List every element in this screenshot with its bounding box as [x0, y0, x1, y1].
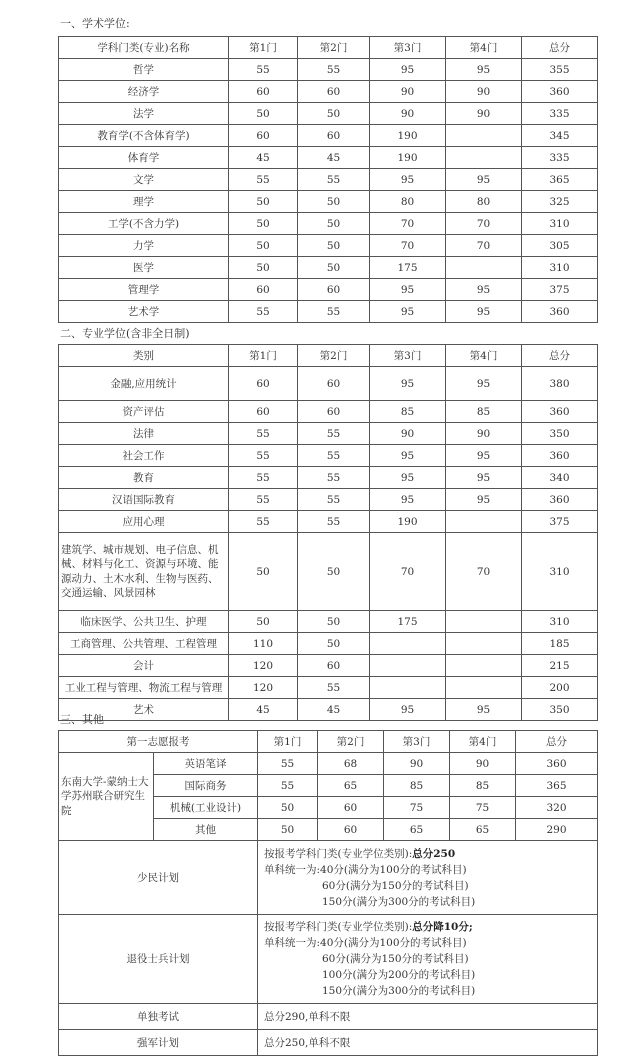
institute-name: 东南大学-蒙纳士大学苏州联合研究生院	[59, 753, 154, 841]
professional-score-cell: 55	[229, 511, 298, 533]
academic-score-cell: 60	[298, 125, 370, 147]
academic-header-cell: 第2门	[298, 37, 370, 59]
professional-score-cell: 55	[229, 467, 298, 489]
professional-score-cell: 200	[522, 677, 598, 699]
professional-score-cell: 60	[298, 401, 370, 423]
institute-cell: 365	[516, 775, 598, 797]
academic-category: 力学	[59, 235, 229, 257]
academic-score-cell: 70	[446, 213, 522, 235]
academic-score-cell: 60	[229, 81, 298, 103]
academic-score-cell: 95	[370, 279, 446, 301]
strong-army-label: 强军计划	[59, 1030, 258, 1056]
professional-score-cell: 70	[370, 533, 446, 611]
academic-category: 医学	[59, 257, 229, 279]
institute-cell: 68	[318, 753, 384, 775]
professional-row	[59, 367, 598, 401]
academic-row	[59, 125, 598, 147]
academic-category: 教育学(不含体育学)	[59, 125, 229, 147]
minority-rule-line: 150分(满分为300分的考试科目)	[322, 895, 476, 908]
academic-row	[59, 279, 598, 301]
academic-score-cell: 60	[298, 279, 370, 301]
academic-score-cell: 360	[522, 301, 598, 323]
professional-score-cell: 175	[370, 611, 446, 633]
professional-score-cell: 215	[522, 655, 598, 677]
academic-row	[59, 257, 598, 279]
academic-header-cell: 第3门	[370, 37, 446, 59]
professional-row	[59, 655, 598, 677]
professional-score-cell	[446, 677, 522, 699]
strong-army-rule: 总分250,单科不限	[258, 1030, 598, 1056]
professional-score-cell	[446, 633, 522, 655]
professional-category: 工业工程与管理、物流工程与管理	[59, 677, 229, 699]
academic-row	[59, 213, 598, 235]
veteran-plan-row	[59, 915, 598, 1004]
institute-cell: 75	[450, 797, 516, 819]
academic-category: 文学	[59, 169, 229, 191]
academic-score-cell: 50	[298, 191, 370, 213]
professional-row	[59, 445, 598, 467]
professional-row	[59, 401, 598, 423]
professional-score-cell: 55	[298, 467, 370, 489]
professional-score-cell: 55	[298, 677, 370, 699]
minority-plan-row	[59, 841, 598, 915]
academic-score-cell: 55	[298, 301, 370, 323]
professional-score-cell: 110	[229, 633, 298, 655]
veteran-rule-line: 60分(满分为150分的考试科目)	[322, 953, 469, 965]
institute-cell: 55	[258, 775, 318, 797]
academic-row	[59, 81, 598, 103]
institute-cell: 50	[258, 797, 318, 819]
academic-score-cell: 375	[522, 279, 598, 301]
minority-rule-line: 单科统一为:40分(满分为100分的考试科目)	[264, 863, 467, 876]
minority-plan-rules	[258, 841, 598, 915]
academic-header-cell: 总分	[522, 37, 598, 59]
professional-score-cell: 190	[370, 511, 446, 533]
professional-score-cell: 70	[446, 533, 522, 611]
professional-score-cell: 95	[446, 699, 522, 721]
veteran-plan-label: 退役士兵计划	[59, 915, 258, 1004]
academic-row	[59, 235, 598, 257]
academic-row	[59, 191, 598, 213]
academic-row	[59, 301, 598, 323]
academic-section-title: 一、学术学位:	[60, 17, 130, 30]
institute-cell: 机械(工业设计)	[154, 797, 258, 819]
other-header-cell: 第3门	[384, 731, 450, 753]
veteran-rule-line: 150分(满分为300分的考试科目)	[322, 985, 476, 997]
professional-score-cell: 95	[370, 445, 446, 467]
institute-cell: 85	[384, 775, 450, 797]
academic-score-table	[58, 36, 598, 323]
academic-row	[59, 59, 598, 81]
academic-score-cell: 55	[298, 169, 370, 191]
professional-category: 工商管理、公共管理、工程管理	[59, 633, 229, 655]
professional-category: 建筑学、城市规划、电子信息、机械、材料与化工、资源与环境、能源动力、土木水利、生物与医药、交通运输、风景园林	[59, 533, 229, 611]
academic-score-cell: 95	[370, 169, 446, 191]
professional-score-cell: 55	[229, 445, 298, 467]
institute-cell: 其他	[154, 819, 258, 841]
professional-score-cell: 55	[298, 511, 370, 533]
professional-score-cell: 55	[229, 423, 298, 445]
academic-score-cell: 45	[229, 147, 298, 169]
other-header-cell: 第2门	[318, 731, 384, 753]
professional-score-cell: 95	[370, 489, 446, 511]
other-header-cell: 第一志愿报考	[59, 731, 258, 753]
single-exam-row	[59, 1004, 598, 1030]
professional-category: 艺术	[59, 699, 229, 721]
academic-score-cell: 355	[522, 59, 598, 81]
academic-header-cell: 第1门	[229, 37, 298, 59]
professional-score-cell: 375	[522, 511, 598, 533]
institute-cell: 60	[318, 797, 384, 819]
veteran-plan-rules	[258, 915, 598, 1004]
academic-score-cell: 360	[522, 81, 598, 103]
professional-score-cell: 50	[298, 611, 370, 633]
professional-score-cell: 55	[298, 445, 370, 467]
institute-cell: 65	[318, 775, 384, 797]
professional-score-cell: 55	[298, 489, 370, 511]
academic-score-cell: 95	[446, 279, 522, 301]
professional-score-cell: 185	[522, 633, 598, 655]
institute-cell: 50	[258, 819, 318, 841]
institute-cell: 60	[318, 819, 384, 841]
academic-score-cell: 95	[446, 169, 522, 191]
professional-score-cell: 85	[370, 401, 446, 423]
professional-header-cell: 第4门	[446, 345, 522, 367]
institute-cell: 85	[450, 775, 516, 797]
academic-score-cell: 95	[370, 59, 446, 81]
professional-category: 社会工作	[59, 445, 229, 467]
minority-rule-total: 总分250	[412, 847, 456, 860]
professional-category: 临床医学、公共卫生、护理	[59, 611, 229, 633]
professional-score-cell: 340	[522, 467, 598, 489]
professional-table-body	[59, 345, 598, 721]
professional-row	[59, 511, 598, 533]
professional-category: 法律	[59, 423, 229, 445]
professional-header-cell: 第2门	[298, 345, 370, 367]
academic-score-cell: 60	[229, 279, 298, 301]
professional-score-cell	[370, 655, 446, 677]
professional-score-cell: 85	[446, 401, 522, 423]
academic-score-cell: 190	[370, 125, 446, 147]
academic-score-cell: 45	[298, 147, 370, 169]
minority-rule-prefix: 按报考学科门类(专业学位类别):	[264, 847, 413, 860]
professional-score-cell: 360	[522, 489, 598, 511]
academic-score-cell: 345	[522, 125, 598, 147]
professional-header-cell: 第1门	[229, 345, 298, 367]
professional-score-cell: 120	[229, 677, 298, 699]
academic-score-cell: 50	[229, 191, 298, 213]
professional-category: 会计	[59, 655, 229, 677]
single-exam-rule: 总分290,单科不限	[258, 1004, 598, 1030]
academic-score-cell: 55	[229, 301, 298, 323]
veteran-rule-line: 单科统一为:40分(满分为100分的考试科目)	[264, 937, 467, 949]
professional-score-cell: 90	[370, 423, 446, 445]
academic-score-cell: 95	[446, 301, 522, 323]
other-header-cell: 第4门	[450, 731, 516, 753]
institute-cell: 290	[516, 819, 598, 841]
academic-score-cell: 70	[370, 213, 446, 235]
institute-cell: 英语笔译	[154, 753, 258, 775]
institute-cell: 360	[516, 753, 598, 775]
academic-category: 工学(不含力学)	[59, 213, 229, 235]
professional-score-cell: 95	[446, 367, 522, 401]
professional-score-cell	[446, 655, 522, 677]
professional-score-cell: 55	[229, 489, 298, 511]
academic-score-cell: 335	[522, 147, 598, 169]
academic-score-cell: 365	[522, 169, 598, 191]
professional-row	[59, 533, 598, 611]
academic-score-cell: 50	[229, 103, 298, 125]
institute-cell: 75	[384, 797, 450, 819]
academic-score-cell: 50	[298, 103, 370, 125]
academic-category: 哲学	[59, 59, 229, 81]
professional-section-title: 二、专业学位(含非全日制)	[60, 327, 190, 340]
professional-score-cell: 60	[298, 367, 370, 401]
academic-score-cell: 55	[229, 59, 298, 81]
academic-row	[59, 147, 598, 169]
professional-score-cell: 350	[522, 699, 598, 721]
academic-score-cell: 55	[298, 59, 370, 81]
institute-row	[59, 753, 598, 775]
professional-row	[59, 699, 598, 721]
academic-score-cell	[446, 257, 522, 279]
other-header-cell: 第1门	[258, 731, 318, 753]
institute-cell: 90	[384, 753, 450, 775]
professional-score-cell: 350	[522, 423, 598, 445]
professional-score-cell: 360	[522, 401, 598, 423]
academic-score-cell: 325	[522, 191, 598, 213]
academic-category: 理学	[59, 191, 229, 213]
academic-score-cell: 305	[522, 235, 598, 257]
minority-rule-line: 60分(满分为150分的考试科目)	[322, 879, 469, 892]
professional-score-cell: 95	[446, 467, 522, 489]
academic-category: 法学	[59, 103, 229, 125]
academic-score-cell: 60	[298, 81, 370, 103]
professional-score-cell: 45	[298, 699, 370, 721]
academic-score-cell: 335	[522, 103, 598, 125]
academic-score-cell: 90	[446, 81, 522, 103]
academic-category: 管理学	[59, 279, 229, 301]
academic-score-cell: 90	[370, 103, 446, 125]
institute-cell: 320	[516, 797, 598, 819]
professional-header-cell: 总分	[522, 345, 598, 367]
academic-score-cell: 190	[370, 147, 446, 169]
professional-category: 金融,应用统计	[59, 367, 229, 401]
professional-score-cell: 50	[298, 533, 370, 611]
professional-score-cell	[446, 611, 522, 633]
professional-score-cell	[446, 511, 522, 533]
professional-score-cell	[370, 633, 446, 655]
professional-header-cell: 第3门	[370, 345, 446, 367]
professional-score-cell: 50	[229, 611, 298, 633]
professional-score-cell: 360	[522, 445, 598, 467]
academic-score-cell: 50	[229, 257, 298, 279]
institute-cell: 55	[258, 753, 318, 775]
professional-score-cell: 50	[298, 633, 370, 655]
professional-row	[59, 677, 598, 699]
institute-cell: 65	[450, 819, 516, 841]
academic-score-cell: 90	[446, 103, 522, 125]
professional-score-cell: 95	[370, 699, 446, 721]
academic-row	[59, 103, 598, 125]
veteran-rule-total: 总分降10分;	[412, 921, 473, 933]
professional-score-cell: 95	[370, 367, 446, 401]
professional-category: 汉语国际教育	[59, 489, 229, 511]
academic-score-cell: 50	[229, 235, 298, 257]
professional-row	[59, 611, 598, 633]
professional-score-cell: 90	[446, 423, 522, 445]
professional-score-cell	[370, 677, 446, 699]
professional-score-cell: 60	[229, 367, 298, 401]
institute-cell: 90	[450, 753, 516, 775]
academic-score-cell: 95	[446, 59, 522, 81]
veteran-rule-prefix: 按报考学科门类(专业学位类别):	[264, 921, 413, 933]
professional-score-cell: 55	[298, 423, 370, 445]
academic-score-cell: 55	[229, 169, 298, 191]
strong-army-row	[59, 1030, 598, 1056]
professional-score-cell: 310	[522, 611, 598, 633]
professional-header-cell: 类别	[59, 345, 229, 367]
academic-score-cell: 50	[298, 235, 370, 257]
other-header-cell: 总分	[516, 731, 598, 753]
academic-header-row	[59, 37, 598, 59]
professional-score-cell: 310	[522, 533, 598, 611]
professional-category: 资产评估	[59, 401, 229, 423]
professional-score-cell: 95	[446, 445, 522, 467]
professional-score-cell: 60	[229, 401, 298, 423]
academic-row	[59, 169, 598, 191]
academic-score-cell: 50	[229, 213, 298, 235]
academic-header-cell: 第4门	[446, 37, 522, 59]
professional-score-cell: 380	[522, 367, 598, 401]
academic-score-cell: 95	[370, 301, 446, 323]
academic-score-cell: 70	[446, 235, 522, 257]
institute-cell: 国际商务	[154, 775, 258, 797]
academic-score-cell: 310	[522, 213, 598, 235]
academic-score-cell: 310	[522, 257, 598, 279]
professional-score-cell: 50	[229, 533, 298, 611]
academic-score-cell: 70	[370, 235, 446, 257]
academic-category: 体育学	[59, 147, 229, 169]
professional-score-cell: 120	[229, 655, 298, 677]
other-section-title: 三、其他	[60, 713, 104, 726]
professional-category: 教育	[59, 467, 229, 489]
academic-score-cell: 50	[298, 257, 370, 279]
other-header-row	[59, 731, 598, 753]
minority-plan-label: 少民计划	[59, 841, 258, 915]
professional-score-cell: 45	[229, 699, 298, 721]
professional-row	[59, 633, 598, 655]
academic-category: 经济学	[59, 81, 229, 103]
professional-row	[59, 423, 598, 445]
professional-score-cell: 95	[446, 489, 522, 511]
academic-score-cell: 50	[298, 213, 370, 235]
academic-score-cell	[446, 125, 522, 147]
academic-category: 艺术学	[59, 301, 229, 323]
professional-score-cell: 60	[298, 655, 370, 677]
professional-row	[59, 489, 598, 511]
professional-category: 应用心理	[59, 511, 229, 533]
academic-table-body	[59, 37, 598, 323]
professional-header-row	[59, 345, 598, 367]
other-score-table	[58, 730, 598, 1056]
veteran-rule-line: 100分(满分为200分的考试科目)	[322, 969, 476, 981]
academic-score-cell: 175	[370, 257, 446, 279]
academic-score-cell: 90	[370, 81, 446, 103]
academic-score-cell	[446, 147, 522, 169]
professional-score-table	[58, 344, 598, 721]
professional-row	[59, 467, 598, 489]
institute-cell: 65	[384, 819, 450, 841]
professional-score-cell: 95	[370, 467, 446, 489]
academic-score-cell: 80	[370, 191, 446, 213]
academic-score-cell: 60	[229, 125, 298, 147]
single-exam-label: 单独考试	[59, 1004, 258, 1030]
academic-header-cell: 学科门类(专业)名称	[59, 37, 229, 59]
academic-score-cell: 80	[446, 191, 522, 213]
